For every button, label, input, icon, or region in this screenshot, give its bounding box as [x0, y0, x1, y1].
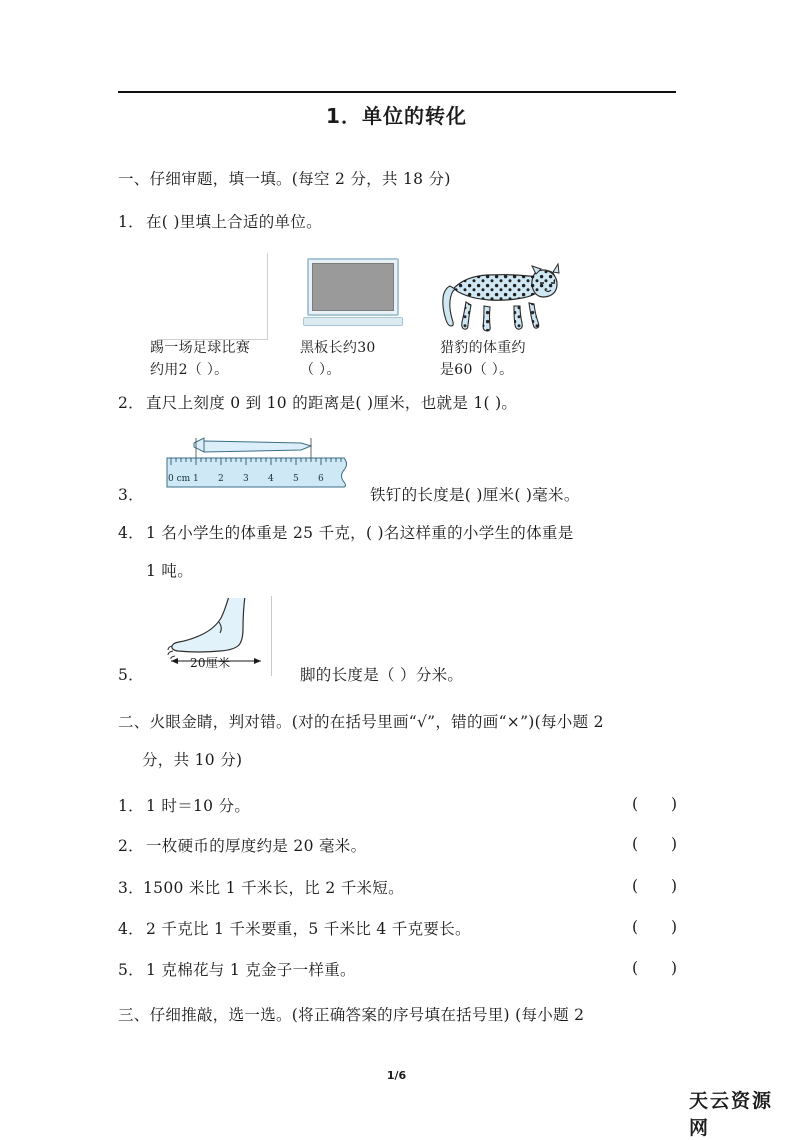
leopard-caption-line1: 猎豹的体重约: [440, 340, 526, 356]
tf-question-2-number: 2．: [118, 837, 144, 855]
svg-text:1: 1: [193, 474, 199, 484]
soccer-caption-line2: 约用2（ ）。: [150, 362, 229, 378]
question-3-text: 铁钉的长度是( )厘米( )毫米。: [370, 486, 580, 504]
blackboard-base: [303, 317, 403, 326]
svg-text:2: 2: [218, 474, 224, 484]
question-5-text: 脚的长度是（ ）分米。: [300, 666, 464, 684]
question-4-text-line2: 1 吨。: [146, 562, 193, 580]
tf-answer-bracket-3[interactable]: ( ): [632, 877, 692, 895]
tf-question-4-text: 2 千克比 1 千米要重，5 千米比 4 千克要长。: [146, 920, 471, 938]
blackboard-caption-line2: （ ）。: [300, 362, 341, 378]
tf-answer-bracket-5[interactable]: ( ): [632, 959, 692, 977]
tf-question-2-text: 一枚硬币的厚度约是 20 毫米。: [146, 837, 367, 855]
question-2-number: 2．: [118, 394, 144, 412]
page-title: 1．单位的转化: [326, 104, 467, 128]
tf-answer-bracket-4[interactable]: ( ): [632, 918, 692, 936]
tf-question-1-text: 1 时＝10 分。: [146, 797, 251, 815]
ruler-nail-figure: [166, 437, 351, 495]
section-three-heading-line1: 三、仔细推敲，选一选。(将正确答案的序号填在括号里) (每小题 2: [118, 1006, 585, 1024]
tf-question-5-number: 5．: [118, 961, 144, 979]
tf-question-5-text: 1 克棉花与 1 克金子一样重。: [146, 961, 356, 979]
tf-question-3-number: 3．: [118, 879, 144, 897]
foot-dimension-label: 20厘米: [190, 656, 231, 670]
soccer-boy-frame: [157, 253, 268, 340]
tf-question-1-number: 1．: [118, 797, 144, 815]
svg-text:0 cm: 0 cm: [168, 474, 191, 484]
tf-answer-bracket-1[interactable]: ( ): [632, 795, 692, 813]
question-1-number: 1．: [118, 213, 144, 231]
svg-text:3: 3: [243, 474, 249, 484]
svg-text:5: 5: [293, 474, 299, 484]
blackboard-frame: [307, 258, 399, 316]
ruler-nail-illustration: [166, 437, 351, 495]
tf-answer-bracket-2[interactable]: ( ): [632, 835, 692, 853]
question-4-number: 4．: [118, 524, 144, 542]
question-3-number: 3．: [118, 486, 144, 504]
section-two-heading-line2: 分，共 10 分): [142, 751, 243, 769]
foot-figure-divider: [271, 596, 272, 676]
header-divider: [118, 91, 676, 93]
blackboard-panel: [312, 263, 394, 311]
question-5-number: 5．: [118, 666, 144, 684]
question-1-text: 在( )里填上合适的单位。: [146, 213, 322, 231]
page-number: 1/6: [386, 1069, 407, 1082]
soccer-boy-figure: [157, 253, 267, 339]
leopard-illustration: [440, 256, 562, 336]
section-one-heading: 一、仔细审题，填一填。(每空 2 分，共 18 分): [118, 170, 451, 188]
leopard-caption-line2: 是60（ ）。: [440, 362, 514, 378]
question-4-text-line1: 1 名小学生的体重是 25 千克，( )名这样重的小学生的体重是: [146, 524, 574, 542]
question-2-text: 直尺上刻度 0 到 10 的距离是( )厘米，也就是 1( )。: [146, 394, 518, 412]
leopard-figure: [440, 256, 562, 336]
watermark: 天云资源网: [689, 1090, 774, 1139]
soccer-caption-line1: 踢一场足球比赛: [150, 340, 251, 356]
tf-question-4-number: 4．: [118, 920, 144, 938]
svg-text:6: 6: [318, 474, 324, 484]
tf-question-3-text: 1500 米比 1 千米长，比 2 千米短。: [143, 879, 404, 897]
section-two-heading-line1: 二、火眼金睛，判对错。(对的在括号里画“√”，错的画“×”)(每小题 2: [118, 713, 604, 731]
blackboard-caption-line1: 黑板长约30: [300, 340, 376, 356]
svg-text:4: 4: [268, 474, 274, 484]
blackboard-figure: [303, 258, 403, 336]
